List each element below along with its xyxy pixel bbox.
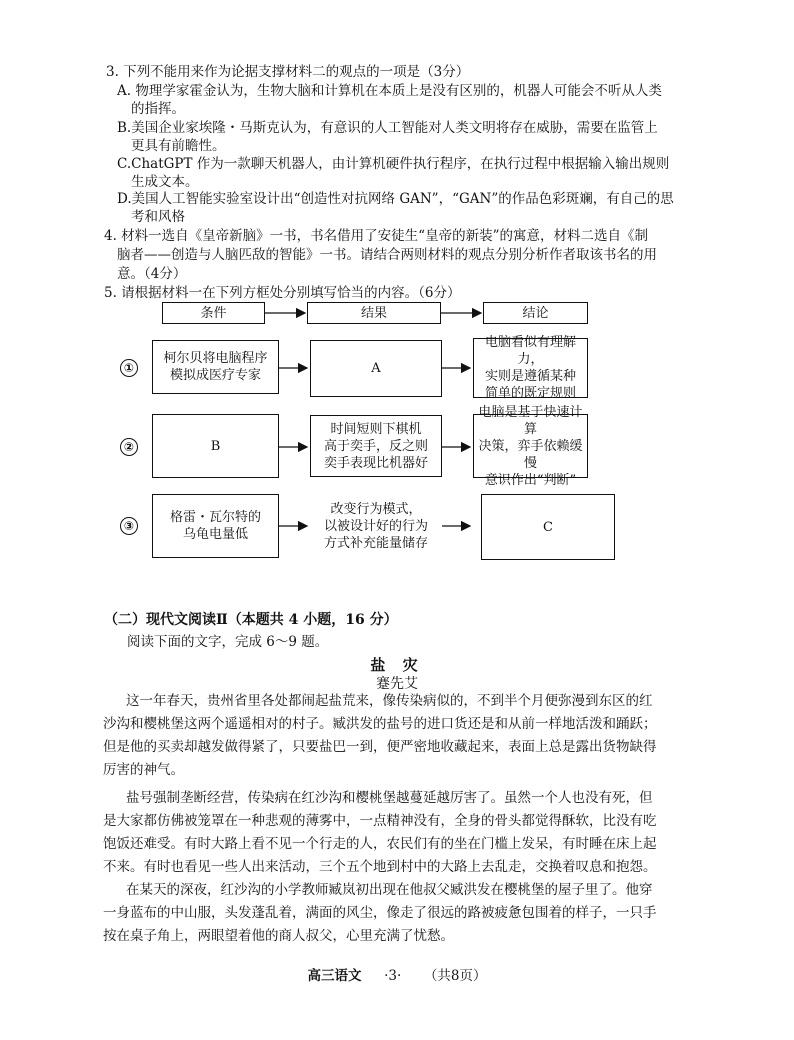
paragraph-3-line: 在某天的深夜，红沙沟的小学教师臧岚初出现在他叔父臧洪发在樱桃堡的屋子里了。他穿 (126, 882, 653, 898)
row-number-3: ③ (120, 517, 138, 535)
q3-option-a-line1: A. 物理学家霍金认为，生物大脑和计算机在本质上是没有区别的，机器人可能会不听从人类 (117, 83, 662, 99)
q3-option-d-line1: D.美国人工智能实验室设计出“创造性对抗网络 GAN”，“GAN”的作品色彩斑斓，有自己的思 (117, 191, 674, 207)
paragraph-1-line: 这一年春天，贵州省里各处都闹起盐荒来，像传染病似的，不到半个月便弥漫到东区的红 (126, 693, 653, 709)
question-3-stem: 3. 下列不能用来作为论据支撑材料二的观点的一项是（3分） (106, 64, 470, 80)
paragraph-2-line: 是大家都仿佛被笼罩在一种悲观的薄雾中，一点精神没有，全身的骨头都觉得酥软，比没有吃 (103, 813, 657, 829)
blank-b-label: B (210, 438, 221, 454)
footer-subject: 高三语文 (307, 968, 362, 984)
q3-option-c-line1: C.ChatGPT 作为一款聊天机器人，由计算机硬件执行程序，在执行过程中根据输入输出规则 (117, 156, 670, 172)
row2-conclusion-box (473, 404, 588, 488)
q3-option-c-line2: 生成文本。 (131, 174, 199, 190)
page-footer (0, 964, 794, 984)
question-4-line1: 4. 材料一选自《皇帝新脑》一书，书名借用了安徒生“皇帝的新装”的寓意，材料二选自《制 (104, 228, 648, 244)
paragraph-2-line: 不来。有时也看见一些人出来活动，三个五个地到村中的大路上去乱走，交换着叹息和抱怨。 (103, 859, 657, 875)
row1-conclusion-line: 电脑看似有理解力， (484, 335, 576, 367)
row3-result-box (310, 494, 442, 558)
row3-result-line: 改变行为模式， (330, 501, 422, 517)
article-author: 蹇先艾 (376, 676, 418, 692)
q3-option-b-line1: B.美国企业家埃隆・马斯克认为，有意识的人工智能对人类文明将存在威胁，需要在监管上 (117, 120, 658, 136)
footer-page-number: ·3· (384, 968, 402, 984)
row2-conclusion-line: 决策，弈手依赖缓慢 (478, 438, 583, 471)
header-result: 结果 (307, 302, 441, 324)
question-4-line3: 意。（4分） (117, 266, 187, 282)
q3-option-d-line2: 考和风格 (131, 209, 185, 225)
q3-option-b-line2: 更具有前瞻性。 (131, 138, 226, 154)
header-conclusion: 结论 (483, 302, 588, 324)
row3-condition-box (152, 494, 279, 558)
q3-option-a-line2: 的指挥。 (131, 101, 185, 117)
paragraph-3-line: 按在桌子角上，两眼望着他的商人叔父，心里充满了忧愁。 (103, 928, 454, 944)
row-number-2: ② (120, 438, 138, 456)
row-number-1: ① (120, 359, 138, 377)
footer-total-pages: （共8页） (423, 968, 487, 984)
row2-result-box (310, 415, 442, 477)
section-instruction: 阅读下面的文字，完成 6～9 题。 (127, 634, 329, 650)
row2-condition-box (152, 414, 279, 478)
row1-result-box (310, 340, 442, 397)
paragraph-1-line: 厉害的神气。 (103, 762, 184, 778)
row1-condition-line: 模拟成医疗专家 (169, 368, 261, 383)
row1-conclusion-line: 简单的既定规则 (484, 386, 576, 401)
row1-condition-line: 柯尔贝将电脑程序 (163, 351, 268, 366)
section-heading: （二）现代文阅读Ⅱ（本题共 4 小题，16 分） (104, 612, 398, 628)
header-condition: 条件 (162, 302, 265, 324)
row1-conclusion-line: 实则是遵循某种 (484, 369, 576, 384)
row3-condition-line: 格雷・瓦尔特的 (169, 510, 261, 525)
row1-condition-box (152, 340, 279, 394)
paragraph-2-line: 饱饭还难受。有时大路上看不见一个行走的人，农民们有的坐在门槛上发呆，有时睡在床上起 (103, 836, 657, 852)
paragraph-1-line: 但是他的买卖却越发做得紧了，只要盐巴一到，便严密地收藏起来，表面上总是露出货物缺得 (103, 739, 657, 755)
row2-result-line: 时间短则下棋机 (330, 421, 422, 437)
row3-result-line: 方式补充能量储存 (323, 535, 428, 551)
row2-result-line: 奕手表现比机器好 (323, 455, 428, 471)
blank-a-label: A (371, 361, 381, 376)
row3-condition-line: 乌龟电量低 (182, 527, 248, 542)
row2-conclusion-line: 电脑是基于快速计算 (478, 404, 583, 437)
row2-conclusion-line: 意识作出“判断” (484, 472, 577, 488)
row3-result-line: 以被设计好的行为 (323, 518, 428, 534)
question-4-line2: 脑者——创造与人脑匹敌的智能》一书。请结合两则材料的观点分别分析作者取该书名的用 (117, 247, 657, 263)
row1-conclusion-box (473, 335, 588, 401)
paragraph-1-line: 沙沟和樱桃堡这两个遥遥相对的村子。臧洪发的盐号的进口货还是和从前一样地活泼和踊跃； (103, 716, 657, 732)
blank-c-label: C (543, 519, 553, 535)
paragraph-3-line: 一身蓝布的中山服，头发蓬乱着，满面的风尘，像走了很远的路被疲惫包围着的样子，一只手 (103, 905, 657, 921)
row2-result-line: 高于奕手，反之则 (323, 438, 428, 454)
article-title: 盐 灾 (370, 656, 424, 674)
question-5-stem: 5. 请根据材料一在下列方框处分别填写恰当的内容。（6分） (104, 285, 461, 301)
row3-conclusion-box (481, 494, 615, 560)
paragraph-2-line: 盐号强制垄断经营，传染病在红沙沟和樱桃堡越蔓延越厉害了。虽然一个人也没有死，但 (126, 790, 653, 806)
